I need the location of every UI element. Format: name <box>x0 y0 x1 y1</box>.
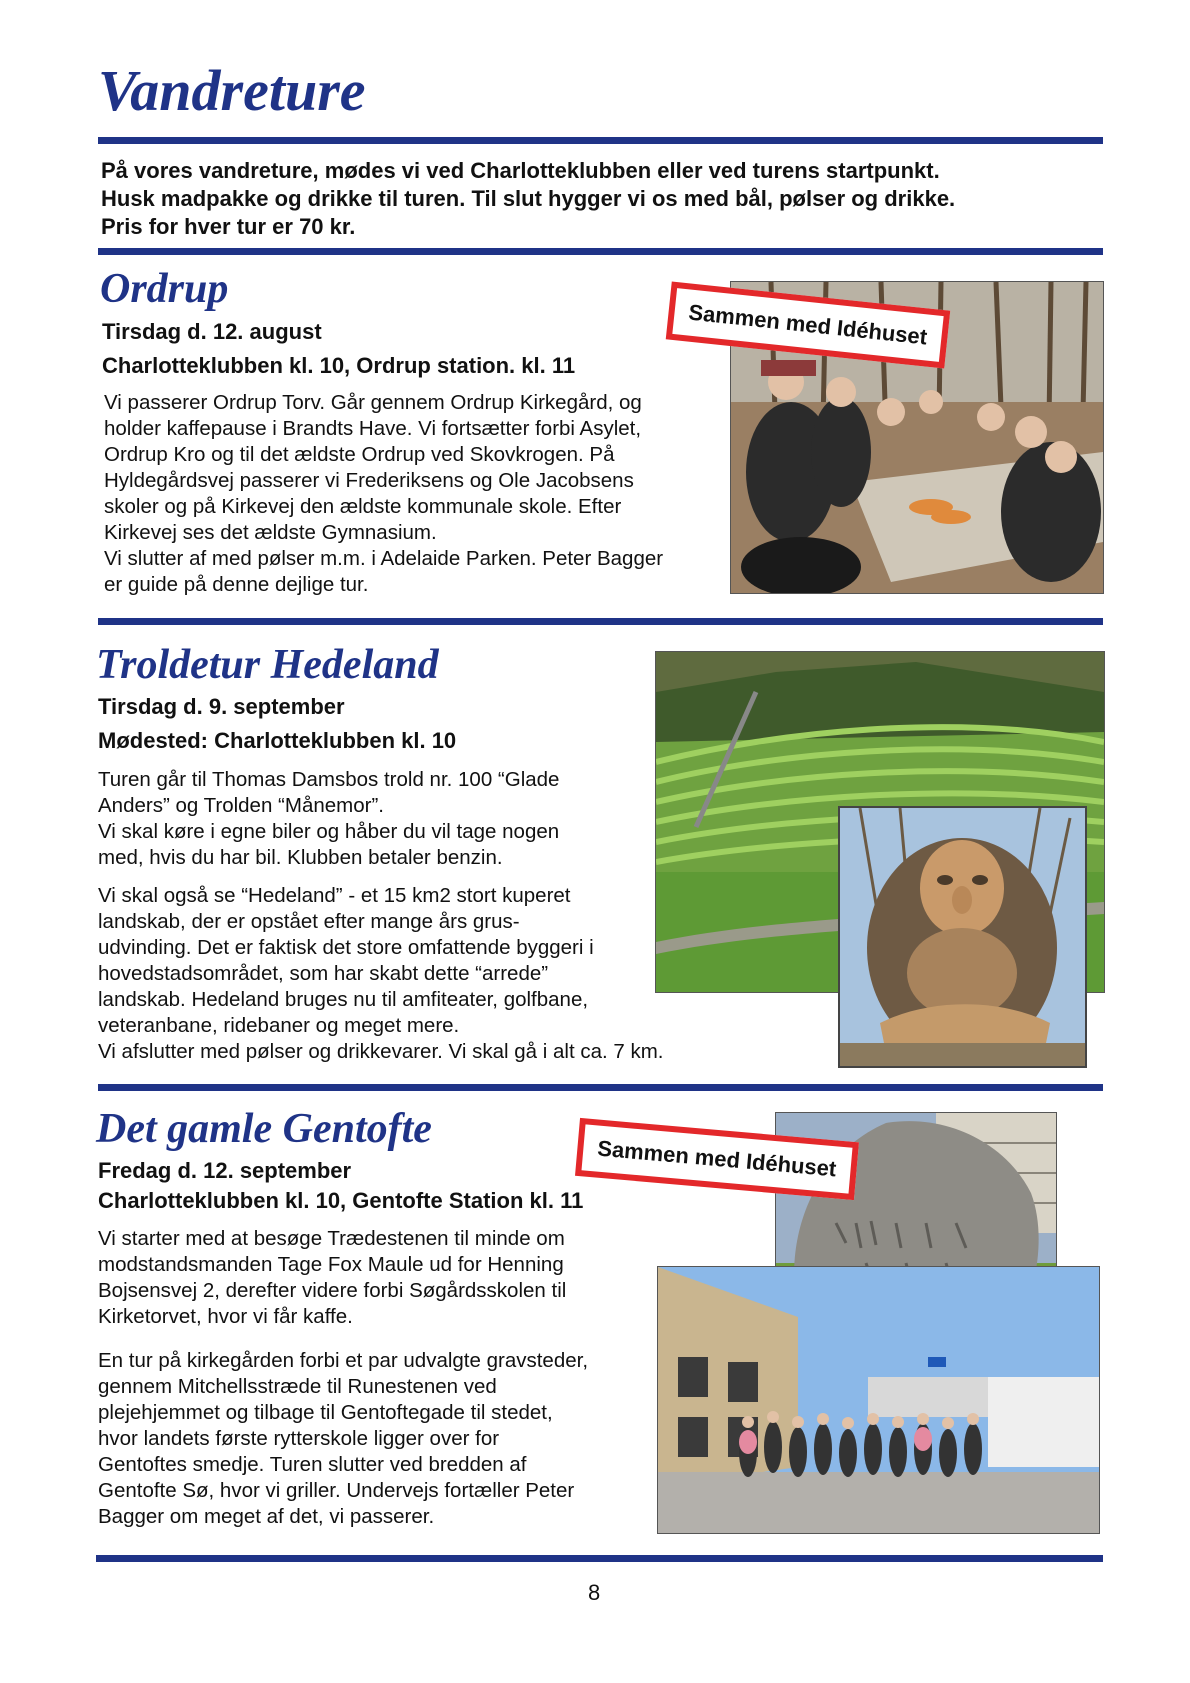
gentofte-para1-line: Vi starter med at besøge Trædestenen til minde om <box>98 1227 565 1250</box>
ordrup-date: Tirsdag d. 12. august <box>102 319 322 344</box>
troldetur-para2-line: Vi afslutter med pølser og drikkevarer. Vi skal gå i alt ca. 7 km. <box>98 1040 664 1063</box>
ordrup-body <box>104 390 724 598</box>
gentofte-para2-line: hvor landets første rytterskole ligger over for <box>98 1427 500 1450</box>
ordrup-heading: Ordrup <box>100 266 229 312</box>
gentofte-para2-line: Bagger om meget af det, vi passerer. <box>98 1505 435 1528</box>
gentofte-para2 <box>98 1348 658 1530</box>
intro-text <box>101 157 955 241</box>
gentofte-stamp-label: Sammen med Idéhuset <box>575 1118 859 1200</box>
ordrup-body-line: Vi slutter af med pølser m.m. i Adelaide Parken. Peter Bagger <box>104 547 664 570</box>
ordrup-body-line: skoler og på Kirkevej den ældste kommunale skole. Efter <box>104 495 622 518</box>
gentofte-date: Fredag d. 12. september <box>98 1158 352 1183</box>
ordrup-body-line: Vi passerer Ordrup Torv. Går gennem Ordrup Kirkegård, og <box>104 391 642 414</box>
intro-line: Pris for hver tur er 70 kr. <box>101 214 356 239</box>
troldetur-para2-line: landskab. Hedeland bruges nu til amfiteater, golfbane, <box>98 988 589 1011</box>
ordrup-stamp-label: Sammen med Idéhuset <box>666 282 950 369</box>
gentofte-para2-line: plejehjemmet og tilbage til Gentoftegade til stedet, <box>98 1401 553 1424</box>
intro-line: Husk madpakke og drikke til turen. Til slut hygger vi os med bål, pølser og drikke. <box>101 186 956 211</box>
troldetur-para1-line: Anders” og Trolden “Månemor”. <box>98 794 384 817</box>
ordrup-body-line: Ordrup Kro og til det ældste Ordrup ved Skovkrogen. På <box>104 443 615 466</box>
divider-intro <box>98 248 1103 255</box>
gentofte-meeting: Charlotteklubben kl. 10, Gentofte Station kl. 11 <box>98 1188 584 1213</box>
divider-troldetur <box>98 1084 1103 1091</box>
troldetur-para2-line: landskab, der er opstået efter mange års grus- <box>98 910 520 933</box>
gentofte-para1-line: Bojsensvej 2, derefter videre forbi Søgårdsskolen til <box>98 1279 567 1302</box>
gentofte-para2-line: En tur på kirkegården forbi et par udvalgte gravsteder, <box>98 1349 589 1372</box>
ordrup-body-line: er guide på denne dejlige tur. <box>104 573 369 596</box>
gentofte-heading: Det gamle Gentofte <box>96 1106 432 1152</box>
troldetur-para2-line: udvinding. Det er faktisk det store omfattende byggeri i <box>98 936 594 959</box>
gentofte-para2-line: gennem Mitchellsstræde til Runestenen ved <box>98 1375 497 1398</box>
troldetur-para2-line: Vi skal også se “Hedeland” - et 15 km2 stort kuperet <box>98 884 571 907</box>
ordrup-body-line: Hyldegårdsvej passerer vi Frederiksens og Ole Jacobsens <box>104 469 634 492</box>
group-photo-gentofte <box>657 1266 1100 1534</box>
troldetur-para1 <box>98 767 698 871</box>
divider-bottom <box>96 1555 1103 1562</box>
troldetur-para2-line: veteranbane, ridebaner og meget mere. <box>98 1014 460 1037</box>
troldetur-meeting: Mødested: Charlotteklubben kl. 10 <box>98 728 457 753</box>
ordrup-meeting: Charlotteklubben kl. 10, Ordrup station. kl. 11 <box>102 353 576 378</box>
page-number: 8 <box>588 1580 601 1605</box>
troldetur-para1-line: Vi skal køre i egne biler og håber du vil tage nogen <box>98 820 560 843</box>
gentofte-para1-line: Kirketorvet, hvor vi får kaffe. <box>98 1305 353 1328</box>
troldetur-date: Tirsdag d. 9. september <box>98 694 345 719</box>
troldetur-para1-line: med, hvis du har bil. Klubben betaler benzin. <box>98 846 503 869</box>
ordrup-body-line: Kirkevej ses det ældste Gymnasium. <box>104 521 437 544</box>
gentofte-para2-line: Gentofte Sø, hvor vi griller. Undervejs fortæller Peter <box>98 1479 575 1502</box>
troll-sculpture-photo <box>838 806 1087 1068</box>
troldetur-para1-line: Turen går til Thomas Damsbos trold nr. 100 “Glade <box>98 768 560 791</box>
troldetur-para2-line: hovedstadsområdet, som har skabt dette “arrede” <box>98 962 549 985</box>
page-title: Vandreture <box>98 58 366 123</box>
intro-line: På vores vandreture, mødes vi ved Charlotteklubben eller ved turens startpunkt. <box>101 158 940 183</box>
troldetur-heading: Troldetur Hedeland <box>96 642 439 688</box>
gentofte-para1-line: modstandsmanden Tage Fox Maule ud for Henning <box>98 1253 564 1276</box>
ordrup-body-line: holder kaffepause i Brandts Have. Vi fortsætter forbi Asylet, <box>104 417 642 440</box>
gentofte-para1 <box>98 1226 658 1330</box>
gentofte-para2-line: Gentoftes smedje. Turen slutter ved bredden af <box>98 1453 527 1476</box>
divider-ordrup <box>98 618 1103 625</box>
divider-top <box>98 137 1103 144</box>
